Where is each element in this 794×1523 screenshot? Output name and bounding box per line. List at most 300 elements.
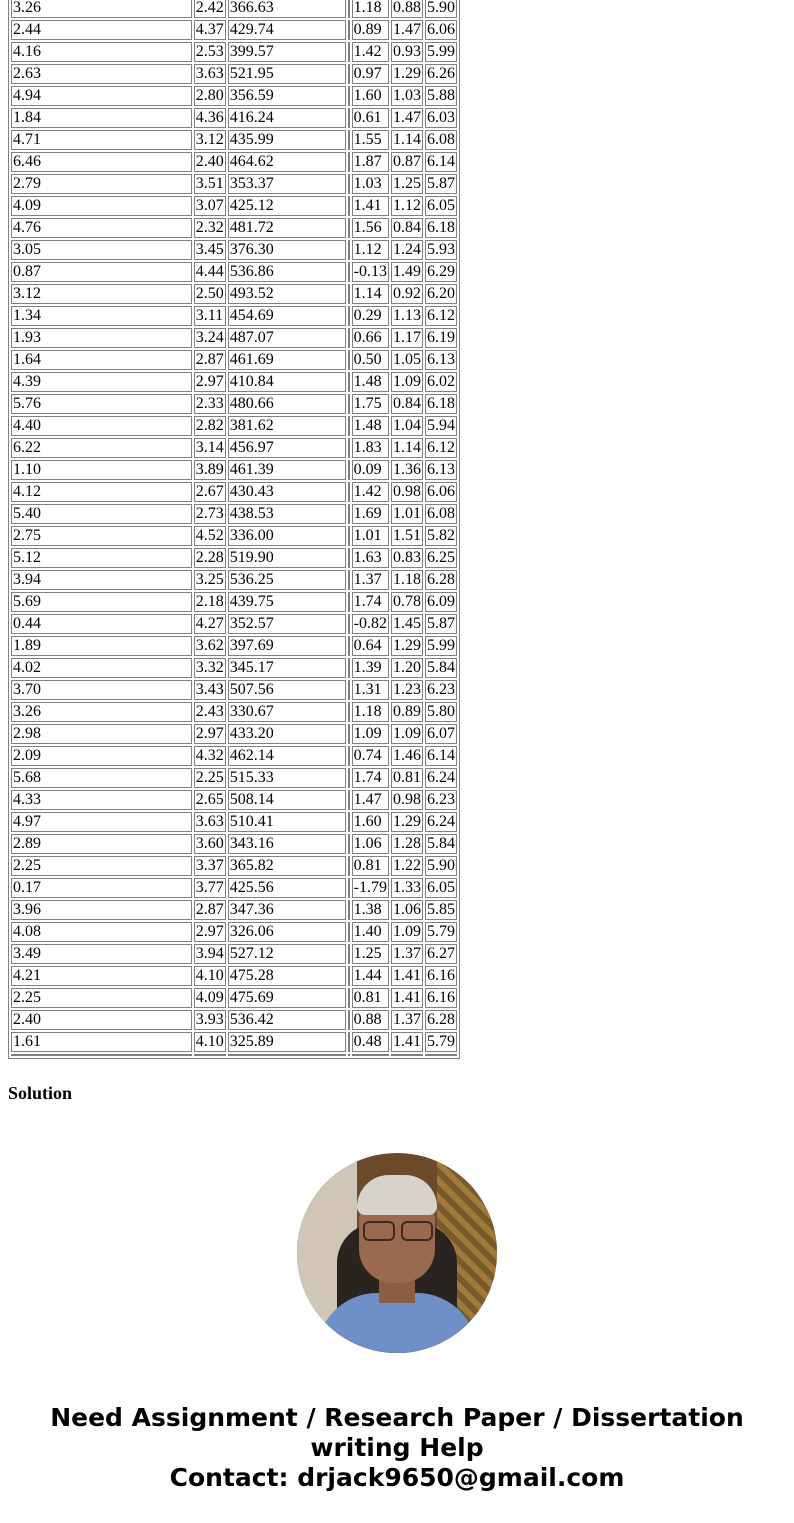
table-row (11, 1010, 457, 1030)
table-row (11, 856, 457, 876)
table-cell: 352.57 (228, 614, 346, 634)
table-cell: 4.37 (195, 21, 224, 38)
table-cell: 1.06 (392, 901, 421, 918)
table-cell: 5.79 (425, 922, 457, 942)
table-cell: 1.20 (392, 659, 421, 676)
table-cell: 510.41 (228, 812, 346, 832)
table-cell: 4.39 (11, 372, 192, 392)
table-cell: 4.94 (11, 86, 192, 106)
table-cell: 515.33 (228, 768, 346, 788)
table-cell: -1.79 (353, 879, 387, 896)
table-cell: 536.42 (228, 1010, 346, 1030)
table-row (11, 878, 457, 898)
table-cell: 430.43 (228, 482, 346, 502)
column-separator (348, 746, 350, 766)
table-cell: 6.29 (425, 262, 457, 282)
table-cell: 475.28 (228, 966, 346, 986)
table-cell: 3.37 (195, 857, 224, 874)
table-cell (11, 1054, 192, 1056)
table-cell: 0.87 (392, 153, 421, 170)
table-cell: 376.30 (228, 240, 346, 260)
table-cell: 1.48 (352, 372, 389, 392)
column-separator (348, 724, 350, 744)
table-cell: 1.14 (392, 439, 421, 456)
table-cell: 0.17 (11, 878, 192, 898)
table-cell: 1.41 (392, 989, 421, 1006)
table-cell: 1.60 (352, 86, 389, 106)
table-cell: 2.33 (195, 395, 224, 412)
table-cell: 6.06 (425, 20, 457, 40)
table-row (11, 86, 457, 106)
table-row (11, 482, 457, 502)
table-cell: 0.92 (392, 285, 421, 302)
table-cell: 2.09 (11, 746, 192, 766)
table-cell: 425.12 (228, 196, 346, 216)
table-cell: 3.94 (195, 945, 224, 962)
table-row (11, 416, 457, 436)
table-cell: 1.87 (352, 152, 389, 172)
table-cell: 3.45 (195, 241, 224, 258)
data-table (8, 0, 460, 1059)
table-cell: 336.00 (228, 526, 346, 546)
table-cell (391, 1054, 423, 1056)
table-cell: 2.25 (195, 769, 224, 786)
table-cell: 6.09 (425, 592, 457, 612)
column-separator (348, 284, 350, 304)
table-cell: 381.62 (228, 416, 346, 436)
table-cell: 6.28 (425, 1010, 457, 1030)
table-cell: 6.19 (425, 328, 457, 348)
table-cell: 0.97 (352, 64, 389, 84)
table-cell: 4.08 (11, 922, 192, 942)
table-cell: 1.89 (11, 636, 192, 656)
table-row (11, 812, 457, 832)
table-row (11, 548, 457, 568)
table-cell: 1.41 (352, 196, 389, 216)
table-row (11, 944, 457, 964)
table-cell: 2.40 (195, 153, 224, 170)
table-cell: 1.41 (392, 1033, 421, 1050)
table-cell: 1.46 (392, 747, 421, 764)
column-separator (348, 1032, 350, 1052)
table-row (11, 196, 457, 216)
footer-line-3: Contact: drjack9650@gmail.com (169, 1463, 625, 1492)
table-cell: 6.18 (425, 218, 457, 238)
table-row (11, 1032, 457, 1052)
table-cell: 1.42 (352, 482, 389, 502)
table-cell: 1.56 (352, 218, 389, 238)
table-row (11, 64, 457, 84)
table-cell: 3.11 (194, 306, 226, 326)
table-cell: 1.14 (352, 284, 389, 304)
table-cell: 3.62 (195, 637, 224, 654)
table-cell: 1.63 (352, 548, 389, 568)
table-cell: 4.10 (195, 1033, 224, 1050)
table-cell: 0.81 (392, 769, 421, 786)
table-cell: 487.07 (228, 328, 346, 348)
table-row (11, 108, 457, 128)
table-row (11, 680, 457, 700)
column-separator (348, 702, 350, 722)
table-cell: 1.34 (11, 306, 192, 326)
table-cell: 1.22 (392, 857, 421, 874)
table-cell (228, 1054, 346, 1056)
table-cell: 508.14 (228, 790, 346, 810)
table-row (11, 658, 457, 678)
table-cell: 2.42 (195, 0, 224, 16)
table-row (11, 0, 457, 18)
table-cell: 3.26 (11, 702, 192, 722)
table-cell: 6.22 (11, 438, 192, 458)
table-cell: 6.14 (425, 152, 457, 172)
table-cell: 1.47 (352, 790, 389, 810)
column-separator (348, 966, 350, 986)
table-row (11, 394, 457, 414)
column-separator (348, 108, 350, 128)
table-cell: 3.26 (11, 0, 192, 18)
column-separator (348, 768, 350, 788)
table-cell: 0.93 (392, 43, 421, 60)
column-separator (348, 592, 350, 612)
table-row (11, 592, 457, 612)
table-cell: 1.55 (352, 130, 389, 150)
table-cell: 5.94 (425, 416, 457, 436)
table-row (11, 20, 457, 40)
table-cell: 1.09 (392, 725, 421, 742)
table-cell: 536.86 (228, 262, 346, 282)
table-cell: 3.24 (195, 329, 224, 346)
table-cell: 1.12 (392, 197, 421, 214)
table-cell: 5.84 (425, 834, 457, 854)
table-cell: 6.03 (425, 108, 457, 128)
table-cell: 0.81 (352, 856, 389, 876)
table-cell: 0.66 (352, 328, 389, 348)
table-cell: 1.29 (392, 65, 421, 82)
table-cell: 1.47 (392, 109, 421, 126)
table-row-empty (11, 1054, 457, 1056)
table-cell: 6.28 (425, 570, 457, 590)
table-cell: 0.98 (392, 791, 421, 808)
table-cell: 1.12 (352, 240, 389, 260)
table-cell: 1.01 (352, 526, 389, 546)
table-cell: 3.63 (195, 813, 224, 830)
table-cell: 1.23 (392, 681, 421, 698)
table-cell: 6.24 (425, 812, 457, 832)
table-row (11, 790, 457, 810)
table-cell: 1.03 (352, 174, 389, 194)
table-cell: 1.45 (392, 615, 421, 632)
table-row (11, 768, 457, 788)
table-cell: 397.69 (228, 636, 346, 656)
table-cell: 1.18 (352, 0, 389, 18)
table-cell: 2.87 (195, 901, 224, 918)
footer-line-2: writing Help (310, 1433, 484, 1462)
table-cell: 0.83 (392, 549, 421, 566)
table-cell: 4.21 (11, 966, 192, 986)
column-separator (348, 526, 350, 546)
table-cell: 521.95 (228, 64, 346, 84)
table-cell: 4.40 (11, 416, 192, 436)
table-cell: 2.82 (195, 417, 224, 434)
column-separator (348, 570, 350, 590)
table-row (11, 130, 457, 150)
table-cell (194, 1054, 226, 1056)
table-cell: 6.02 (425, 372, 457, 392)
table-cell: 5.84 (425, 658, 457, 678)
table-cell: 5.82 (425, 526, 457, 546)
table-cell: 366.63 (228, 0, 346, 18)
table-cell: 433.20 (228, 724, 346, 744)
table-cell: 5.12 (11, 548, 192, 568)
table-cell: 1.31 (352, 680, 389, 700)
column-separator (348, 20, 350, 40)
table-row (11, 636, 457, 656)
table-cell: 3.05 (11, 240, 192, 260)
table-cell: 461.39 (228, 460, 346, 480)
table-cell: 365.82 (228, 856, 346, 876)
table-cell: 2.32 (195, 219, 224, 236)
table-cell: 1.37 (392, 945, 421, 962)
table-cell: 0.98 (392, 483, 421, 500)
table-cell: 1.49 (392, 263, 421, 280)
table-cell: 2.80 (195, 87, 224, 104)
table-cell: 1.36 (392, 461, 421, 478)
table-cell: 1.14 (392, 131, 421, 148)
column-separator (348, 856, 350, 876)
table-cell: 5.99 (425, 636, 457, 656)
table-cell: 1.28 (392, 835, 421, 852)
column-separator (348, 482, 350, 502)
column-separator (348, 944, 350, 964)
column-separator (348, 878, 350, 898)
table-cell: 527.12 (228, 944, 346, 964)
table-cell: 3.89 (195, 461, 224, 478)
table-cell: 1.44 (352, 966, 389, 986)
table-cell: 1.75 (352, 394, 389, 414)
column-separator (348, 548, 350, 568)
table-cell: 4.02 (11, 658, 192, 678)
table-cell: 1.06 (352, 834, 389, 854)
column-separator (348, 988, 350, 1008)
table-cell: 2.75 (11, 526, 192, 546)
column-separator (348, 416, 350, 436)
table-cell: 3.93 (195, 1011, 224, 1028)
table-cell: 399.57 (228, 42, 346, 62)
table-cell: 1.47 (392, 21, 421, 38)
table-cell (425, 1054, 457, 1056)
table-cell: 4.52 (195, 527, 224, 544)
table-cell: 0.50 (352, 350, 389, 370)
table-cell: -0.13 (353, 263, 387, 280)
column-separator (348, 86, 350, 106)
table-cell: 1.29 (392, 813, 421, 830)
table-cell: 2.97 (195, 725, 224, 742)
table-cell: 4.36 (195, 109, 224, 126)
table-cell: 3.51 (195, 175, 224, 192)
table-cell: 0.61 (352, 108, 389, 128)
table-cell: 0.89 (392, 703, 421, 720)
table-cell: 356.59 (228, 86, 346, 106)
table-cell: 3.77 (195, 879, 224, 896)
author-photo (297, 1153, 497, 1353)
table-cell: 1.39 (352, 658, 389, 678)
table-cell: 2.63 (11, 64, 192, 84)
table-cell: 0.81 (352, 988, 389, 1008)
column-separator (348, 834, 350, 854)
table-row (11, 284, 457, 304)
table-cell: 5.76 (11, 394, 192, 414)
table-cell: 410.84 (228, 372, 346, 392)
table-cell: 1.13 (392, 307, 421, 324)
column-separator (348, 306, 350, 326)
table-row (11, 614, 457, 634)
table-cell: 1.25 (392, 175, 421, 192)
table-cell: 2.43 (195, 703, 224, 720)
table-row (11, 570, 457, 590)
column-separator (348, 680, 350, 700)
table-cell: 1.38 (352, 900, 389, 920)
table-cell: 0.64 (352, 636, 389, 656)
table-cell: 6.07 (425, 724, 457, 744)
table-row (11, 702, 457, 722)
table-cell: 454.69 (228, 306, 346, 326)
table-cell: 1.41 (392, 967, 421, 984)
table-cell: 1.64 (11, 350, 192, 370)
table-cell: 6.05 (425, 196, 457, 216)
column-separator (348, 152, 350, 172)
table-cell: 2.65 (195, 791, 224, 808)
table-row (11, 834, 457, 854)
table-cell: 0.44 (11, 614, 192, 634)
table-cell: 6.23 (425, 680, 457, 700)
table-cell: 1.04 (392, 417, 421, 434)
table-cell: 353.37 (228, 174, 346, 194)
column-separator (348, 614, 350, 634)
column-separator (348, 350, 350, 370)
table-cell: 429.74 (228, 20, 346, 40)
table-cell: 6.13 (425, 460, 457, 480)
table-cell: 326.06 (228, 922, 346, 942)
table-cell: 2.50 (195, 285, 224, 302)
table-cell: 1.51 (392, 527, 421, 544)
table-cell: 2.97 (195, 373, 224, 390)
table-cell: 6.14 (425, 746, 457, 766)
table-cell: 2.25 (11, 988, 192, 1008)
table-cell: 5.90 (425, 856, 457, 876)
table-cell: 5.79 (425, 1032, 457, 1052)
table-cell: 3.07 (195, 197, 224, 214)
column-separator (348, 636, 350, 656)
footer-line-1: Need Assignment / Research Paper / Dissertation (50, 1403, 744, 1432)
table-cell: 4.16 (11, 42, 192, 62)
table-cell: 3.94 (11, 570, 192, 590)
table-cell: 6.05 (425, 878, 457, 898)
table-cell: 6.06 (425, 482, 457, 502)
table-cell: 6.13 (425, 350, 457, 370)
table-cell: 2.40 (11, 1010, 192, 1030)
table-cell: 0.87 (11, 262, 192, 282)
table-cell: 1.17 (392, 329, 421, 346)
table-row (11, 746, 457, 766)
table-cell: 3.70 (11, 680, 192, 700)
column-separator (348, 438, 350, 458)
table-row (11, 724, 457, 744)
table-cell: 5.88 (425, 86, 457, 106)
column-separator (348, 196, 350, 216)
table-row (11, 174, 457, 194)
table-cell: 2.79 (11, 174, 192, 194)
table-cell: 2.89 (11, 834, 192, 854)
table-cell: 2.44 (11, 20, 192, 40)
table-cell: 461.69 (228, 350, 346, 370)
table-cell: 536.25 (228, 570, 346, 590)
table-cell: 0.84 (392, 219, 421, 236)
column-separator (348, 0, 350, 18)
table-cell: 1.74 (352, 592, 389, 612)
table-cell: 6.08 (425, 504, 457, 524)
table-cell: 462.14 (228, 746, 346, 766)
table-row (11, 152, 457, 172)
table-cell: 330.67 (228, 702, 346, 722)
table-cell: 425.56 (228, 878, 346, 898)
table-cell: 3.43 (195, 681, 224, 698)
table-cell: 5.69 (11, 592, 192, 612)
table-row (11, 372, 457, 392)
table-cell: 6.12 (425, 438, 457, 458)
table-cell: 5.87 (425, 174, 457, 194)
table-cell: 5.93 (425, 240, 457, 260)
table-cell: 0.74 (352, 746, 389, 766)
table-cell: 2.97 (195, 923, 224, 940)
table-cell: 2.18 (195, 593, 224, 610)
table-cell (348, 1054, 350, 1056)
table-cell: 1.18 (392, 571, 421, 588)
table-cell: 5.80 (425, 702, 457, 722)
table-row (11, 306, 457, 326)
table-cell: -0.82 (353, 615, 387, 632)
table-cell: 5.90 (425, 0, 457, 18)
table-cell: 3.49 (11, 944, 192, 964)
column-separator (348, 64, 350, 84)
table-cell: 2.25 (11, 856, 192, 876)
table-cell: 5.87 (425, 614, 457, 634)
table-cell: 3.12 (195, 131, 224, 148)
table-cell: 1.25 (352, 944, 389, 964)
table-cell: 0.78 (392, 593, 421, 610)
table-cell: 1.01 (392, 505, 421, 522)
column-separator (348, 262, 350, 282)
table-cell: 1.18 (352, 702, 389, 722)
table-cell: 0.09 (352, 460, 389, 480)
table-row (11, 240, 457, 260)
table-cell: 1.74 (352, 768, 389, 788)
table-cell: 1.42 (352, 42, 389, 62)
table-cell: 2.87 (195, 351, 224, 368)
table-cell: 0.89 (352, 20, 389, 40)
table-cell: 416.24 (228, 108, 346, 128)
table-cell: 5.40 (11, 504, 192, 524)
table-cell: 1.09 (392, 373, 421, 390)
table-cell: 519.90 (228, 548, 346, 568)
column-separator (348, 790, 350, 810)
table-cell: 1.09 (352, 724, 389, 744)
table-row (11, 42, 457, 62)
table-cell: 4.76 (11, 218, 192, 238)
table-cell: 3.96 (11, 900, 192, 920)
column-separator (348, 900, 350, 920)
table-cell: 6.24 (425, 768, 457, 788)
table-cell: 1.48 (352, 416, 389, 436)
